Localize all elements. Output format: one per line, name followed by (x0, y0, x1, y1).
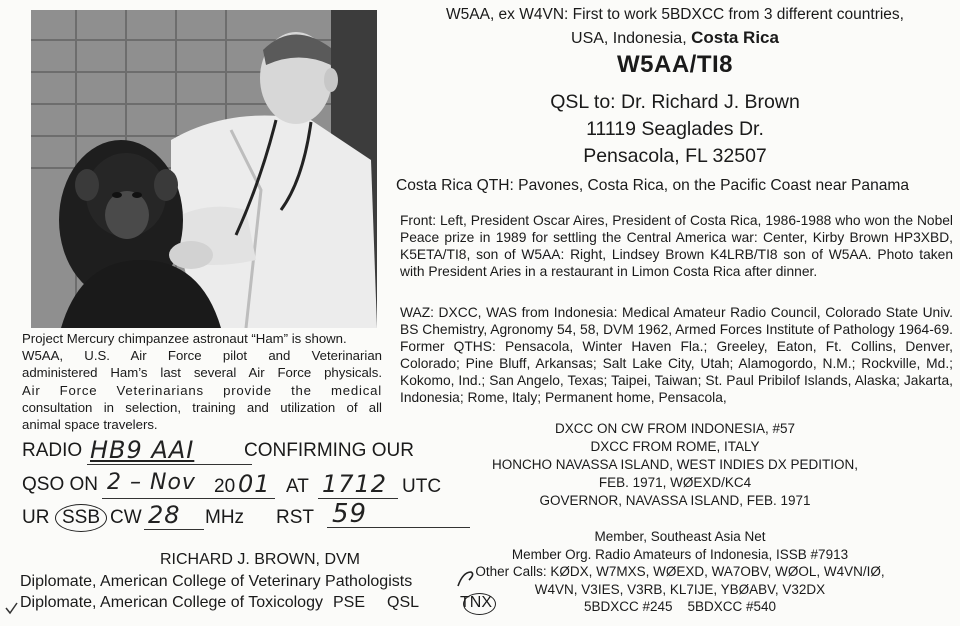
waz-bio: WAZ: DXCC, WAS from Indonesia: Medical Amateur Radio Council, Colorado State Univ. BS Chemistry, Agronomy 54, 58, DVM 1962, Armed Forces Institute of Pathology 1964-69. Former QTHS: Pensacola, Winter Haven Fla.; Greeley, Eaton, Ft. Collins, Denver, Colorado; Pine Bluff, Arkansas; Salt Lake City, Utah; Alamogordo, N.M.; Rockville, Md.; Kokomo, Ind.; San Angelo, Texas; Taipei, Taiwan; St. Paul Pribilof Islands, Alaska; Jakarta, Indonesia; Rome, Italy; Permanent home, Pensacola, (400, 305, 953, 405)
header-countries-prefix: USA, Indonesia, (571, 30, 687, 47)
qso-year-handwritten[interactable]: 01 (238, 470, 271, 498)
cw-option[interactable]: CW (110, 507, 142, 528)
dxcc-line: HONCHO NAVASSA ISLAND, WEST INDIES DX PEDITION, (491, 457, 859, 472)
radio-callsign-handwritten[interactable]: HB9 AAI (90, 436, 195, 464)
confirming-label: CONFIRMING OUR (244, 440, 414, 461)
frequency-handwritten[interactable]: 28 (148, 501, 181, 529)
member-line: 5BDXCC #245 5BDXCC #540 (583, 599, 777, 615)
qsl-address-street: 11119 Seaglades Dr. (586, 118, 764, 140)
radio-underline (87, 464, 252, 465)
qsl-label: QSL (387, 594, 420, 611)
caption-line: W5AA, U.S. Air Force pilot and Veterinarian (22, 348, 382, 364)
member-line: W4VN, V3IES, V3RB, KL7IJE, YBØABV, V32DX (534, 581, 826, 597)
check-mark-icon (455, 568, 479, 594)
member-line: Member, Southeast Asia Net (594, 529, 766, 544)
caption-line: Project Mercury chimpanzee astronaut “Ham” is shown. (22, 331, 347, 346)
qsl-address-city: Pensacola, FL 32507 (583, 145, 767, 167)
pse-label: PSE (333, 594, 366, 611)
ssb-option[interactable]: SSB (62, 507, 101, 528)
membership-info (470, 528, 890, 616)
front-description: Front: Left, President Oscar Aires, President of Costa Rica, 1986-1988 who won the Nobel Peace prize in 1989 for settling the Central America war: Center, Kirby Brown HP3XBD, K5ETA/TI8, son of W5AA: Right, Lindsey Brown K4LRB/TI8 son of W5AA. Photo taken with President Aries in a restaurant in Limon Costa Rica after dinner. (400, 213, 953, 279)
form-qso-row (22, 470, 452, 504)
radio-label: RADIO (22, 440, 83, 461)
dxcc-line: DXCC ON CW FROM INDONESIA, #57 (554, 421, 796, 436)
caption-line: Air Force Veterinarians provide the medical (22, 382, 382, 398)
diplomate-toxicology: Diplomate, American College of Toxicology (20, 594, 323, 611)
caption-line: animal space travelers. (22, 417, 158, 433)
freq-underline (144, 529, 204, 530)
utc-label: UTC (402, 476, 442, 497)
diplomate-line-qsl (20, 592, 500, 614)
ur-label: UR (22, 507, 50, 528)
callsign-title: W5AA/TI8 (616, 51, 733, 78)
mhz-label: MHz (205, 507, 245, 528)
year-underline (235, 498, 275, 499)
dxcc-achievements (480, 420, 870, 510)
costa-rica-qth: Costa Rica QTH: Pavones, Costa Rica, on the Pacific Coast near Panama (396, 177, 910, 194)
caption-line: consultation in selection, training and utilization of all (22, 399, 382, 415)
at-label: AT (286, 476, 309, 497)
photo-caption (22, 330, 382, 433)
qsl-address-name: QSL to: Dr. Richard J. Brown (550, 91, 800, 113)
header-countries (390, 28, 960, 48)
dxcc-line: GOVERNOR, NAVASSA ISLAND, FEB. 1971 (539, 493, 811, 508)
signature-name: RICHARD J. BROWN, DVM (160, 551, 360, 568)
diplomate-line: Diplomate, American College of Veterinary Pathologists (20, 572, 413, 590)
margin-check-icon (4, 600, 20, 616)
date-underline (102, 498, 252, 499)
dxcc-line: FEB. 1971, WØEXD/KC4 (598, 475, 752, 490)
caption-line: administered Ham’s last several Air Force physicals. (22, 365, 382, 381)
form-mode-row (22, 499, 482, 537)
qso-on-label: QSO ON (22, 474, 99, 495)
member-line: Other Calls: KØDX, W7MXS, WØEXD, WA7OBV, WØOL, W4VN/IØ, (475, 564, 885, 580)
rst-handwritten[interactable]: 59 (332, 499, 368, 529)
dxcc-line: DXCC FROM ROME, ITALY (590, 439, 760, 454)
tnx-option[interactable]: TNX (460, 594, 492, 611)
header-countries-bold: Costa Rica (691, 28, 779, 47)
signature-block (20, 549, 500, 614)
qso-time-handwritten[interactable]: 1712 (322, 470, 388, 498)
photo-vet-and-chimpanzee (31, 10, 377, 328)
header-first-to-work: W5AA, ex W4VN: First to work 5BDXCC from 3 different countries, (446, 6, 904, 23)
member-line: Member Org. Radio Amateurs of Indonesia, ISSB #7913 (511, 546, 849, 562)
qso-date-handwritten[interactable]: 2 – Nov (107, 470, 196, 495)
rst-label: RST (276, 507, 314, 528)
year-prefix: 20 (214, 476, 236, 497)
form-radio-row (22, 436, 414, 468)
qsl-address (390, 89, 960, 170)
